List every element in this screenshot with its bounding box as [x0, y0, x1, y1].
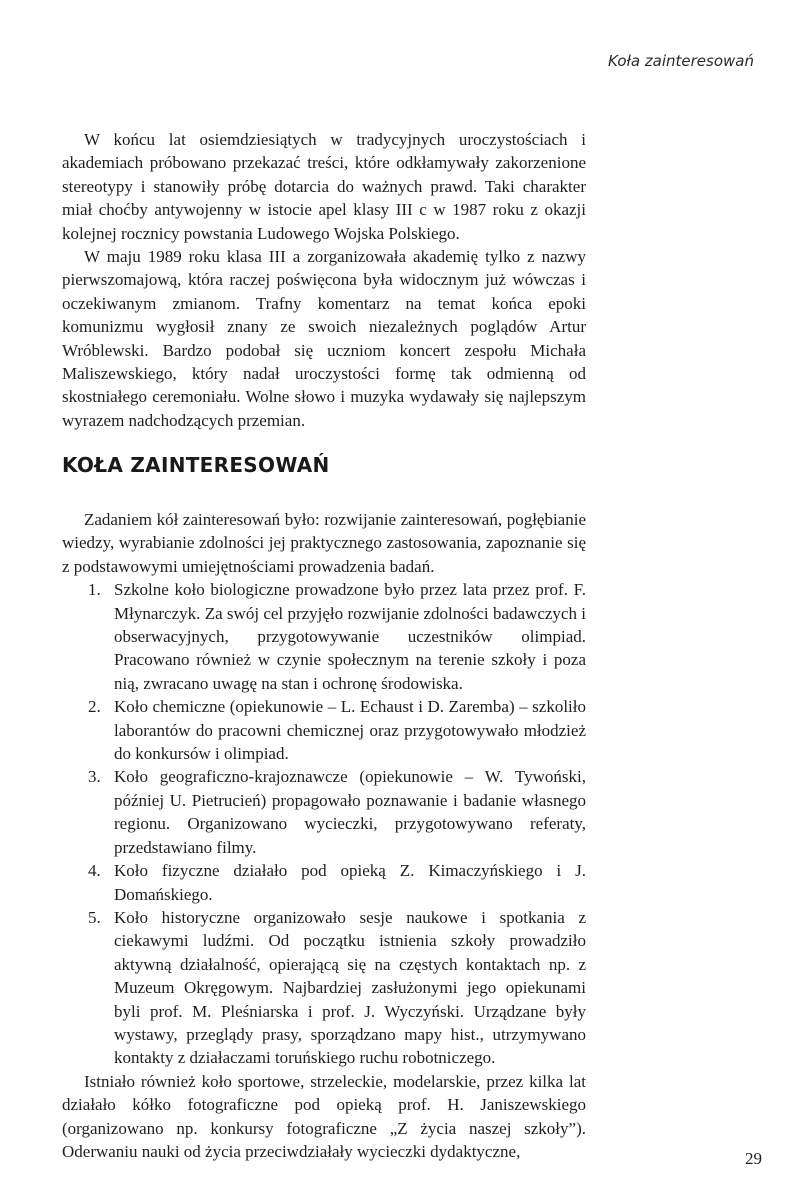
- list-item: [62, 906, 586, 1070]
- closing-paragraph: Istniało również koło sportowe, strzeleckie, modelarskie, przez kilka lat działało kółko fotograficzne pod opieką prof. H. Janiszewskiego (organizowano np. konkursy fotograficzne „Z życia naszej szkoły”). Oderwaniu nauki od życia przeciwdziałały wycieczki dydaktyczne,: [62, 1071, 586, 1161]
- intro-text: [62, 128, 586, 432]
- list-item-text: Szkolne koło biologiczne prowadzone było przez lata przez prof. F. Młynarczyk. Za swój cel przyjęło rozwijanie zdolności badawczych i obserwacyjnych, przygotowywanie uczestników olimpiad. Pracowano również w czynie społecznym na terenie szkoły i poza nią, zwracano uwagę na stan i ochronę środowiska.: [114, 580, 586, 693]
- list-item: [62, 695, 586, 765]
- clubs-list: [62, 578, 586, 1070]
- list-item: [62, 765, 586, 859]
- list-item-text: Koło fizyczne działało pod opieką Z. Kimaczyńskiego i J. Domańskiego.: [114, 861, 586, 904]
- page-number: 29: [745, 1149, 762, 1168]
- list-item-number: 1.: [88, 580, 101, 600]
- list-item: [62, 578, 586, 695]
- section-body: [62, 508, 586, 1163]
- list-item-text: Koło geograficzno-krajoznawcze (opiekunowie – W. Tywoński, później U. Pietrucień) propagowało poznawanie i badanie własnego regionu. Organizowano wycieczki, przygotowywano referaty, przedstawiano filmy.: [114, 767, 586, 857]
- list-item-number: 2.: [88, 697, 101, 717]
- running-head: Koła zainteresowań: [608, 52, 754, 70]
- list-item-number: 4.: [88, 861, 101, 881]
- section-heading: KOŁA ZAINTERESOWAŃ: [62, 453, 330, 477]
- paragraph: W maju 1989 roku klasa III a zorganizowała akademię tylko z nazwy pierwszomajową, która raczej poświęcona była widocznym już wówczas i oczekiwanym zmianom. Trafny komentarz na temat końca epoki komunizmu wygłosił znany ze swoich niezależnych poglądów Artur Wróblewski. Bardzo podobał się uczniom koncert zespołu Michała Maliszewskiego, który nadał uroczystości formę tak odmienną od skostniałego ceremoniału. Wolne słowo i muzyka wydawały się najlepszym wyrazem nadchodzących przemian.: [62, 247, 586, 430]
- list-item-number: 3.: [88, 767, 101, 787]
- section-lead: Zadaniem kół zainteresowań było: rozwijanie zainteresowań, pogłębianie wiedzy, wyrabianie zdolności jej praktycznego zastosowania, zapoznanie się z podstawowymi umiejętnościami prowadzenia badań.: [62, 510, 586, 576]
- list-item-text: Koło chemiczne (opiekunowie – L. Echaust i D. Zaremba) – szkoliło laborantów do pracowni chemicznej oraz przygotowywało młodzież do konkursów i olimpiad.: [114, 697, 586, 764]
- paragraph: W końcu lat osiemdziesiątych w tradycyjnych uroczystościach i akademiach próbowano przekazać treści, które odkłamywały zakorzenione stereotypy i stanowiły próbę dotarcia do ważnych prawd. Taki charakter miał choćby antywojenny w istocie apel klasy III c w 1987 roku z okazji kolejnej rocznicy powstania Ludowego Wojska Polskiego.: [62, 130, 586, 243]
- list-item-number: 5.: [88, 907, 101, 927]
- list-item-text: Koło historyczne organizowało sesje naukowe i spotkania z ciekawymi ludźmi. Od początku istnienia szkoły prowadziło aktywną działalność, opierającą się na częstych kontaktach np. z Muzeum Okręgowym. Najbardziej zasłużonymi jego opiekunami byli prof. M. Pleśniarska i prof. J. Wyczyński. Urządzane były wystawy, przeglądy prasy, sporządzano mapy hist., utrzymywano kontakty z działaczami toruńskiego ruchu robotniczego.: [114, 907, 586, 1068]
- list-item: [62, 859, 586, 906]
